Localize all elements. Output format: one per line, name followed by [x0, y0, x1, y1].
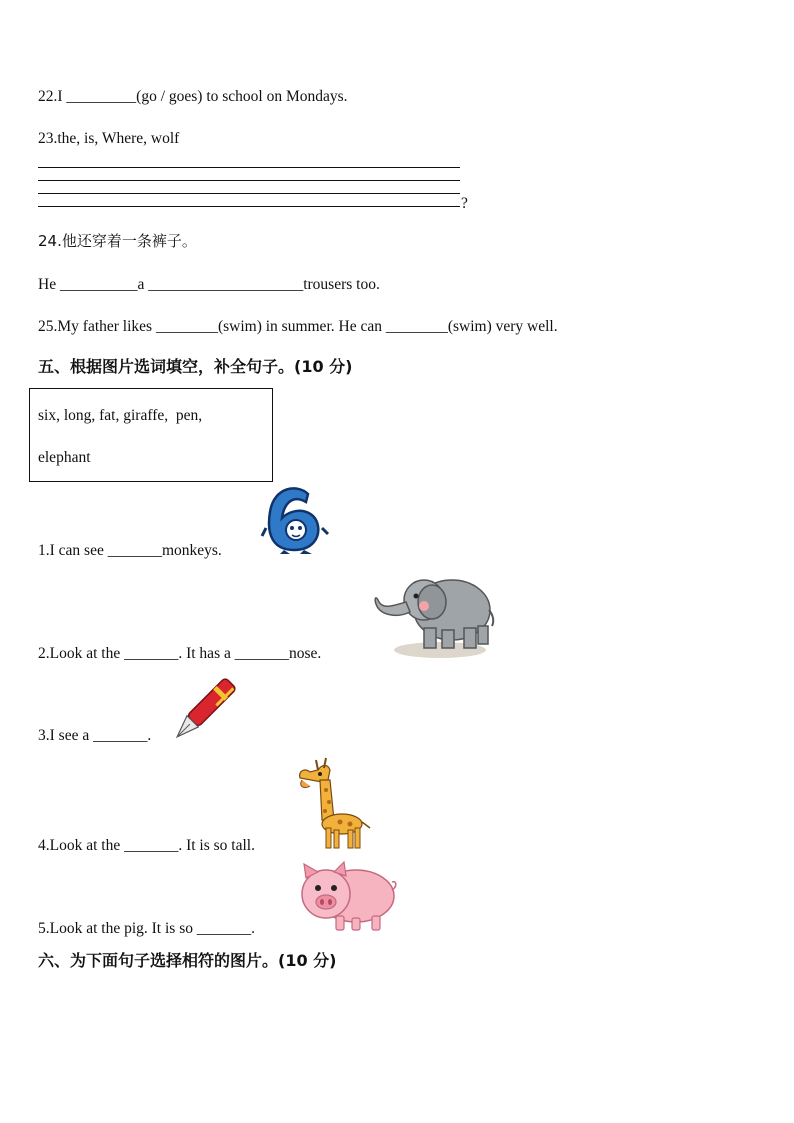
number-six-icon: [260, 484, 330, 556]
item-3: 3.I see a _______.: [38, 727, 152, 744]
answer-line-4: [38, 206, 460, 207]
word-bank-line-1: six, long, fat, giraffe, pen,: [38, 407, 203, 424]
pen-icon: [168, 676, 240, 744]
answer-line-1: [38, 167, 460, 168]
item-5: 5.Look at the pig. It is so _______.: [38, 920, 255, 937]
giraffe-icon: [296, 756, 372, 852]
item-4: 4.Look at the _______. It is so tall.: [38, 837, 255, 854]
question-22: 22.I _________(go / goes) to school on Mondays.: [38, 88, 348, 105]
pig-icon: [296, 860, 400, 934]
section-6-heading: 六、为下面句子选择相符的图片。(10 分): [38, 951, 337, 970]
word-bank-line-2: elephant: [38, 449, 91, 466]
elephant-icon: [372, 570, 498, 660]
question-25: 25.My father likes ________(swim) in summer. He can ________(swim) very well.: [38, 318, 558, 335]
section-5-heading: 五、根据图片选词填空，补全句子。(10 分): [38, 357, 353, 376]
answer-line-2: [38, 180, 460, 181]
item-2: 2.Look at the _______. It has a _______nose.: [38, 645, 322, 662]
question-mark: ?: [461, 195, 468, 212]
item-1: 1.I can see _______monkeys.: [38, 542, 222, 559]
answer-line-3: [38, 193, 460, 194]
word-bank-box: [29, 388, 273, 482]
question-24-english: He __________a ____________________trousers too.: [38, 276, 380, 293]
question-24-chinese: 24.他还穿着一条裤子。: [38, 232, 197, 250]
question-23-prompt: 23.the, is, Where, wolf: [38, 130, 180, 147]
